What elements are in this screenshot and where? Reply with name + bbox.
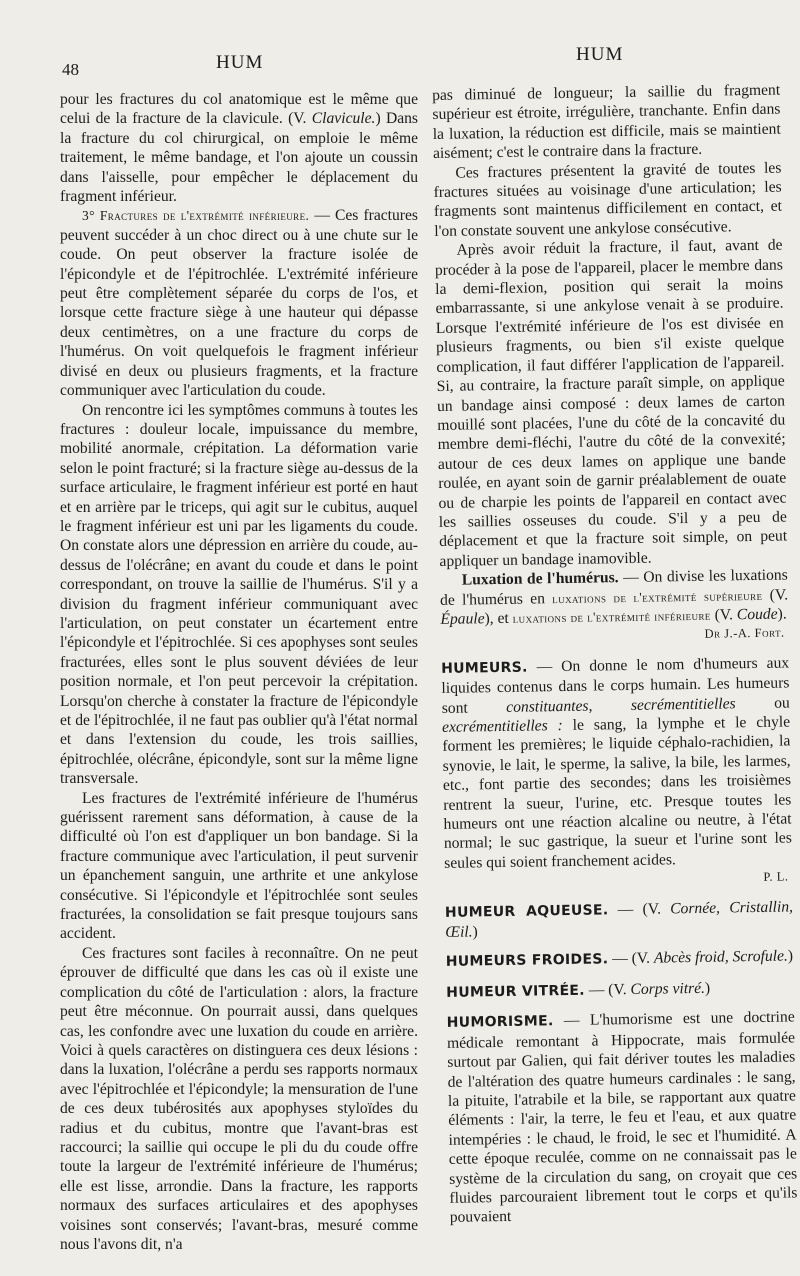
page-number: 48 bbox=[62, 60, 79, 79]
running-head-right: HUM bbox=[576, 44, 624, 65]
cross-reference: Clavicule. bbox=[311, 110, 376, 128]
headword: HUMORISME. bbox=[446, 1013, 554, 1032]
paragraph: pour les fractures du col anatomique est le même que celui de la fracture de la clavicule. (V. Clavicule.) Dans la fracture du col chirurgical, on emploie le même traitement, le même bandage, et l'on ajoute un coussin dans l'aisselle, pour empêcher le déplacement du fragment inférieur. bbox=[60, 91, 418, 206]
entry-humeur-aqueuse: HUMEUR AQUEUSE. — (V. Cornée, Cristallin, Œil.) bbox=[444, 898, 794, 941]
paragraph: Ces fractures présentent la gravité de toutes les fractures situées au voisinage d'une articulation; les fragments sont maintenus difficilement en contact, et l'on constate souvent une ankylose consécutive. bbox=[433, 159, 783, 240]
headword: HUMEUR AQUEUSE. bbox=[444, 901, 609, 921]
cross-reference: Coude bbox=[736, 605, 778, 624]
author-signature: Dr J.-A. Fort. bbox=[704, 625, 785, 642]
entry-humeur-vitree: HUMEUR VITRÉE. — (V. Corps vitré.) bbox=[446, 979, 711, 1001]
running-head-left: HUM bbox=[216, 52, 264, 73]
luxation-entry: Luxation de l'humérus. — On divise les luxations de l'humérus en luxations de l'extrémité supérieure (V. Épaule), et luxations de l'extrémité inférieure (V. Coude). bbox=[439, 566, 789, 628]
headword: HUMEUR VITRÉE. bbox=[446, 982, 585, 1001]
paragraph: Ces fractures sont faciles à reconnaître. On ne peut éprouver de difficulté que dans les cas où il existe une complication du côté de l'articulation : alors, la fracture peut être méconnue. On pourrait aussi, dans quelques cas, les confondre avec une luxation du coude en arrière. Voici à quels caractères on distinguera ces deux lésions : dans la luxation, l'olécrâne a perdu ses rapports normaux avec l'épitrochlée et l'épicondyle; la mensuration de l'une de ces deux tubérosités aux apophyses styloïdes du radius et du cubitus, montre que l'avant-bras est raccourci; la saillie qui occupe le pli du du coude offre toute la largeur de l'extrémité inférieure de l'humérus; elle est lisse, arrondie. Dans la fracture, les rapports normaux des surfaces articulaires et des apophyses voisines sont conservés; l'avant-bras, mesuré comme nous l'avons dit, n'a bbox=[60, 944, 418, 1253]
section-heading: 3° Fractures de l'extrémité inférieure. bbox=[82, 208, 310, 224]
cross-reference: Épaule bbox=[440, 610, 485, 628]
headword: HUMEURS FROIDES. bbox=[445, 951, 609, 971]
headword: HUMEURS. bbox=[441, 659, 528, 677]
author-signature: P. L. bbox=[763, 869, 789, 885]
cross-reference: Cornée, Cristallin, Œil. bbox=[445, 898, 794, 941]
entry-humeurs: HUMEURS. — On donne le nom d'humeurs aux liquides contenus dans le corps humain. Les humeurs sont constituantes, secrémentitielles ou excrémentitielles : le sang, la lymphe et le chyle forment les premières; le liquide céphalo-rachidien, la synovie, le lait, le sperme, la salive, la bile, les larmes, etc., font partie des secondes; dans les troisièmes rentrent la sueur, l'urine, etc. Presque toutes les humeurs ont une réaction alcaline ou neutre, à l'état normal; le suc gastrique, la sueur et l'urine sont les seules qui soient franchement acides. bbox=[441, 654, 792, 872]
paragraph: Après avoir réduit la fracture, il faut, avant de procéder à la pose de l'appareil, placer le membre dans la demi-flexion, position qui serait la moins embarrassante, si une ankylose venait à se produire. Lorsque l'extrémité inférieure de l'os est divisée en plusieurs fragments, ou bien s'il existe quelque complication, il faut différer l'application de l'appareil. Si, au contraire, la fracture paraît simple, on applique un bandage ainsi composé : deux lames de carton mouillé sont placées, l'une du côté de la concavité du membre demi-fléchi, l'autre du côté de la convexité; autour de ces deux lames on applique une bande roulée, en ayant soin de garnir préalablement de ouate ou de charpie les points de l'appareil en contact avec les saillies osseuses du coude. S'il y a peu de déplacement et que la fracture soit simple, on peut appliquer un bandage inamovible. bbox=[434, 236, 788, 570]
paragraph: Les fractures de l'extrémité inférieure de l'humérus guérissent rarement sans déformation, à cause de la difficulté où l'on est d'appliquer un bon bandage. Si la fracture communique avec l'articulation, il peut survenir un épanchement sanguin, une arthrite et une ankylose consécutive. Si l'épicondyle et l'épitrochlée sont seules fracturées, la consolidation se fait presque toujours sans accident. bbox=[60, 789, 418, 943]
paragraph: pas diminué de longueur; la saillie du fragment supérieur est étroite, irrégulière, tranchante. Enfin dans la luxation, la réduction est difficile, mais se maintient aisément; c'est le contraire dans la fracture. bbox=[432, 81, 781, 163]
paragraph: On rencontre ici les symptômes communs à toutes les fractures : douleur locale, impuissance du membre, mobilité anormale, crépitation. La déformation varie selon le point fracturé; si la fracture siège au-dessus de la surface articulaire, le fragment inférieur est porté en haut et en arrière par le triceps, qui agit sur le cubitus, auquel le fragment inférieur est uni par les ligaments du coude. On constate alors une dépression en arrière du coude, au-dessus de l'olécrâne; en avant du coude et dans le point correspondant, on trouve la saillie de l'humérus. S'il y a division du fragment inférieur communiquant avec l'articulation, on peut constater un écartement entre l'épicondyle et l'épitrochlée. Si ces apophyses sont seules fracturées, elles sont le plus souvent déviées de leur position normale, et l'on peut percevoir la crépitation. Lorsqu'on cherche à constater la fracture de l'épicondyle et de l'épitrochlée, il ne faut pas oublier qu'à l'état normal et dans l'extension du coude, les trois saillies, épitrochlée, olécrâne, épicondyle, sont sur la même ligne transversale. bbox=[60, 401, 418, 788]
entry-subtitle: Luxation de l'humérus. bbox=[461, 569, 619, 589]
left-column bbox=[60, 90, 418, 1254]
cross-reference: Abcès froid, Scrofule. bbox=[653, 947, 788, 968]
right-column bbox=[432, 81, 798, 1228]
entry-humorisme: HUMORISME. — L'humorisme est une doctrine médicale remontant à Hippocrate, mais formulée surtout par Galien, qui fait dériver toutes les maladies de l'altération des quatre humeurs cardinales : le sang, la pituite, l'atrabile et la bile, se rapportant aux quatre éléments : l'air, la terre, le feu et l'eau, et aux quatre intempéries : le chaud, le froid, le sec et l'humidité. A cette époque reculée, comme on ne connaissait pas le système de la circulation du sang, on croyait que ces fluides parcouraient librement tout le corps et qu'ils pouvaient bbox=[446, 1008, 798, 1227]
cross-reference: Corps vitré. bbox=[630, 979, 706, 998]
entry-humeurs-froides: HUMEURS FROIDES. — (V. Abcès froid, Scrofule.) bbox=[445, 947, 794, 971]
paragraph: 3° Fractures de l'extrémité inférieure. — Ces fractures peuvent succéder à un choc direct ou à une chute sur le coude. On peut observer la fracture isolée de l'épicondyle et de l'épitrochlée. L'extrémité inférieure peut être complètement séparée du corps de l'os, et lorsque cette fracture siège à une hauteur qui dépasse deux centimètres, on a une fracture du corps de l'humérus. On voit quelquefois le fragment inférieur divisé en deux ou plusieurs fragments, et la fracture communiquer avec l'articulation du coude. bbox=[60, 207, 418, 400]
